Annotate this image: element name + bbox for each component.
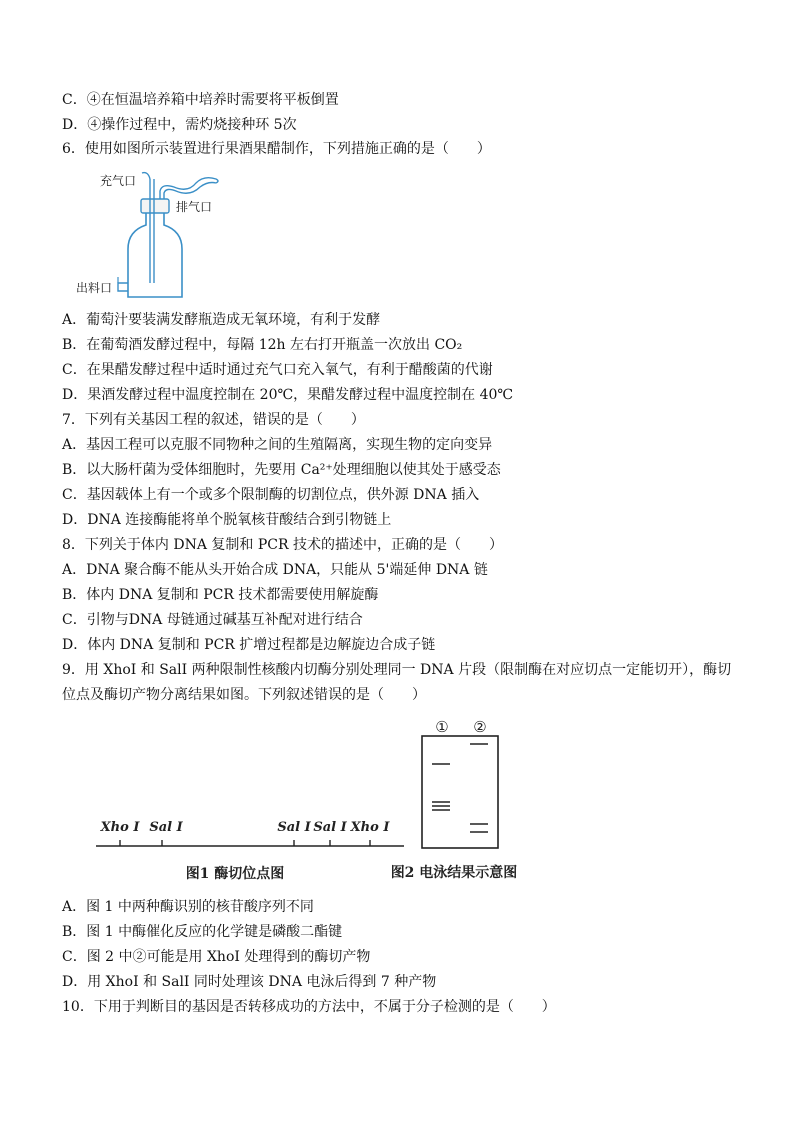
q8-stem: 8．下列关于体内 DNA 复制和 PCR 技术的描述中，正确的是（ ） (62, 537, 503, 553)
q8-option-b: B．体内 DNA 复制和 PCR 技术都需要使用解旋酶 (62, 587, 379, 603)
restriction-site-map-figure (90, 810, 410, 886)
q9-stem-line2: 位点及酶切产物分离结果如图。下列叙述错误的是（ ） (62, 687, 426, 703)
q9-option-a: A．图 1 中两种酶识别的核苷酸序列不同 (62, 899, 314, 915)
q9-option-c: C．图 2 中②可能是用 XhoI 处理得到的酶切产物 (62, 949, 371, 965)
fermentation-bottle-figure (70, 165, 240, 305)
q5-option-d: D．④操作过程中，需灼烧接种环 5次 (62, 117, 297, 133)
q8-option-d: D．体内 DNA 复制和 PCR 扩增过程都是边解旋边合成子链 (62, 637, 436, 653)
lane-label-1: ① (435, 718, 449, 736)
q7-option-d: D．DNA 连接酶能将单个脱氧核苷酸结合到引物链上 (62, 512, 392, 528)
q9-option-b: B．图 1 中酶催化反应的化学键是磷酸二酯键 (62, 924, 343, 940)
fig2-caption: 图2 电泳结果示意图 (390, 865, 518, 881)
exhaust-label: 排气口 (176, 200, 213, 214)
lane-label-2: ② (473, 718, 487, 736)
q6-option-d: D．果酒发酵过程中温度控制在 20℃，果醋发酵过程中温度控制在 40℃ (62, 387, 514, 403)
inlet-label: 充气口 (100, 174, 137, 188)
outlet-label: 出料口 (76, 281, 113, 295)
q8-option-a: A．DNA 聚合酶不能从头开始合成 DNA，只能从 5'端延伸 DNA 链 (62, 562, 488, 578)
site-label-sali-1: Sal I (149, 820, 183, 835)
q6-option-a: A．葡萄汁要装满发酵瓶造成无氧环境，有利于发酵 (62, 312, 381, 328)
q5-option-c: C．④在恒温培养箱中培养时需要将平板倒置 (62, 92, 339, 108)
site-label-sali-2: Sal I (277, 820, 311, 835)
q7-stem: 7．下列有关基因工程的叙述，错误的是（ ） (62, 412, 365, 428)
q9-option-d: D．用 XhoI 和 SalI 同时处理该 DNA 电泳后得到 7 种产物 (62, 974, 437, 990)
q6-option-b: B．在葡萄酒发酵过程中，每隔 12h 左右打开瓶盖一次放出 CO₂ (62, 337, 463, 353)
q8-option-c: C．引物与DNA 母链通过碱基互补配对进行结合 (62, 612, 363, 628)
fig1-caption: 图1 酶切位点图 (185, 866, 285, 882)
site-label-xhoi-2: Xho I (350, 820, 390, 835)
q6-option-c: C．在果醋发酵过程中适时通过充气口充入氧气，有利于醋酸菌的代谢 (62, 362, 493, 378)
site-label-sali-3: Sal I (313, 820, 347, 835)
q7-option-c: C．基因载体上有一个或多个限制酶的切割位点，供外源 DNA 插入 (62, 487, 480, 503)
q9-stem-line1: 9．用 XhoI 和 SalI 两种限制性核酸内切酶分别处理同一 DNA 片段（限制酶在对应切点一定能切开），酶切 (62, 662, 732, 678)
q10-stem: 10．下用于判断目的基因是否转移成功的方法中，不属于分子检测的是（ ） (62, 999, 556, 1015)
q7-option-a: A．基因工程可以克服不同物种之间的生殖隔离，实现生物的定向变异 (62, 437, 493, 453)
electrophoresis-figure (384, 712, 544, 890)
site-label-xhoi-1: Xho I (100, 820, 140, 835)
q7-option-b: B．以大肠杆菌为受体细胞时，先要用 Ca²⁺处理细胞以使其处于感受态 (62, 462, 501, 478)
q6-stem: 6．使用如图所示装置进行果酒果醋制作，下列措施正确的是（ ） (62, 141, 491, 157)
